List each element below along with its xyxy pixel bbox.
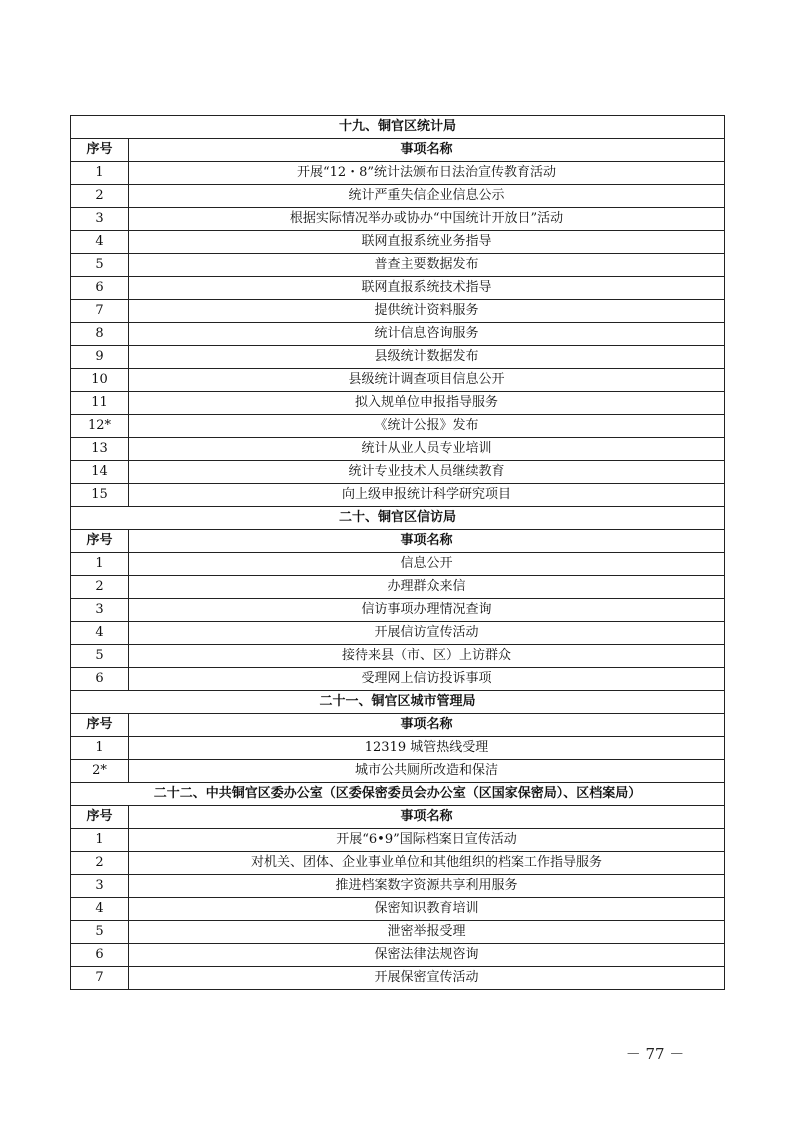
column-header-row [71,530,725,553]
row-item-name: 统计专业技术人员继续教育 [129,461,725,484]
table-row [71,438,725,461]
row-item-name: 拟入规单位申报指导服务 [129,392,725,415]
table-row [71,277,725,300]
row-number: 1 [71,162,129,185]
section-title: 二十一、铜官区城市管理局 [71,691,725,714]
row-number: 11 [71,392,129,415]
column-header-no: 序号 [71,139,129,162]
row-number: 1 [71,553,129,576]
row-item-name: 接待来县（市、区）上访群众 [129,645,725,668]
section-title: 二十、铜官区信访局 [71,507,725,530]
row-item-name: 开展“6•9”国际档案日宣传活动 [129,829,725,852]
row-item-name: 12319 城管热线受理 [129,737,725,760]
table-row [71,898,725,921]
table-row [71,346,725,369]
table-row [71,461,725,484]
section-title: 十九、铜官区统计局 [71,116,725,139]
column-header-no: 序号 [71,714,129,737]
row-item-name: 《统计公报》发布 [129,415,725,438]
column-header-row [71,806,725,829]
table-row [71,254,725,277]
section-title-row [71,691,725,714]
table-row [71,852,725,875]
row-number: 1 [71,829,129,852]
row-number: 2 [71,576,129,599]
row-number: 2 [71,185,129,208]
row-item-name: 推进档案数字资源共享利用服务 [129,875,725,898]
row-item-name: 联网直报系统业务指导 [129,231,725,254]
table-body [71,116,725,990]
row-item-name: 受理网上信访投诉事项 [129,668,725,691]
row-number: 6 [71,277,129,300]
table-row [71,323,725,346]
column-header-row [71,139,725,162]
table-row [71,921,725,944]
row-number: 6 [71,944,129,967]
row-item-name: 信息公开 [129,553,725,576]
row-number: 2* [71,760,129,783]
table-row [71,944,725,967]
row-item-name: 向上级申报统计科学研究项目 [129,484,725,507]
row-item-name: 县级统计调查项目信息公开 [129,369,725,392]
row-item-name: 统计信息咨询服务 [129,323,725,346]
row-number: 4 [71,231,129,254]
column-header-no: 序号 [71,530,129,553]
table-row [71,208,725,231]
row-number: 5 [71,254,129,277]
table-row [71,185,725,208]
section-title: 二十二、中共铜官区委办公室（区委保密委员会办公室（区国家保密局）、区档案局） [71,783,725,806]
table-row [71,599,725,622]
row-item-name: 开展“12・8”统计法颁布日法治宣传教育活动 [129,162,725,185]
table-row [71,300,725,323]
row-number: 15 [71,484,129,507]
row-number: 7 [71,300,129,323]
row-item-name: 开展信访宣传活动 [129,622,725,645]
row-number: 5 [71,921,129,944]
table-row [71,415,725,438]
service-items-table [70,115,725,990]
table-row [71,737,725,760]
row-item-name: 信访事项办理情况查询 [129,599,725,622]
table-row [71,162,725,185]
row-number: 3 [71,599,129,622]
row-number: 3 [71,875,129,898]
row-number: 2 [71,852,129,875]
table-row [71,553,725,576]
row-number: 1 [71,737,129,760]
table-row [71,484,725,507]
row-item-name: 联网直报系统技术指导 [129,277,725,300]
table-row [71,875,725,898]
row-item-name: 对机关、团体、企业事业单位和其他组织的档案工作指导服务 [129,852,725,875]
table-row [71,967,725,990]
table-row [71,829,725,852]
row-item-name: 保密知识教育培训 [129,898,725,921]
row-item-name: 提供统计资料服务 [129,300,725,323]
row-item-name: 县级统计数据发布 [129,346,725,369]
row-item-name: 办理群众来信 [129,576,725,599]
table-row [71,622,725,645]
row-number: 5 [71,645,129,668]
row-item-name: 保密法律法规咨询 [129,944,725,967]
table-row [71,645,725,668]
column-header-name: 事项名称 [129,714,725,737]
column-header-row [71,714,725,737]
row-number: 3 [71,208,129,231]
table-row [71,369,725,392]
row-number: 9 [71,346,129,369]
column-header-name: 事项名称 [129,530,725,553]
table-row [71,668,725,691]
row-number: 8 [71,323,129,346]
row-number: 4 [71,622,129,645]
row-number: 12* [71,415,129,438]
row-number: 4 [71,898,129,921]
table-row [71,576,725,599]
row-number: 6 [71,668,129,691]
row-number: 10 [71,369,129,392]
row-item-name: 统计从业人员专业培训 [129,438,725,461]
column-header-name: 事项名称 [129,806,725,829]
row-number: 14 [71,461,129,484]
row-item-name: 泄密举报受理 [129,921,725,944]
table-row [71,392,725,415]
page-number: － 77 － [625,1045,685,1063]
document-page [70,115,724,990]
column-header-name: 事项名称 [129,139,725,162]
row-item-name: 统计严重失信企业信息公示 [129,185,725,208]
row-number: 13 [71,438,129,461]
section-title-row [71,116,725,139]
row-item-name: 普查主要数据发布 [129,254,725,277]
row-item-name: 城市公共厕所改造和保洁 [129,760,725,783]
section-title-row [71,507,725,530]
row-item-name: 根据实际情况举办或协办“中国统计开放日”活动 [129,208,725,231]
section-title-row [71,783,725,806]
column-header-no: 序号 [71,806,129,829]
row-item-name: 开展保密宣传活动 [129,967,725,990]
table-row [71,760,725,783]
table-row [71,231,725,254]
row-number: 7 [71,967,129,990]
